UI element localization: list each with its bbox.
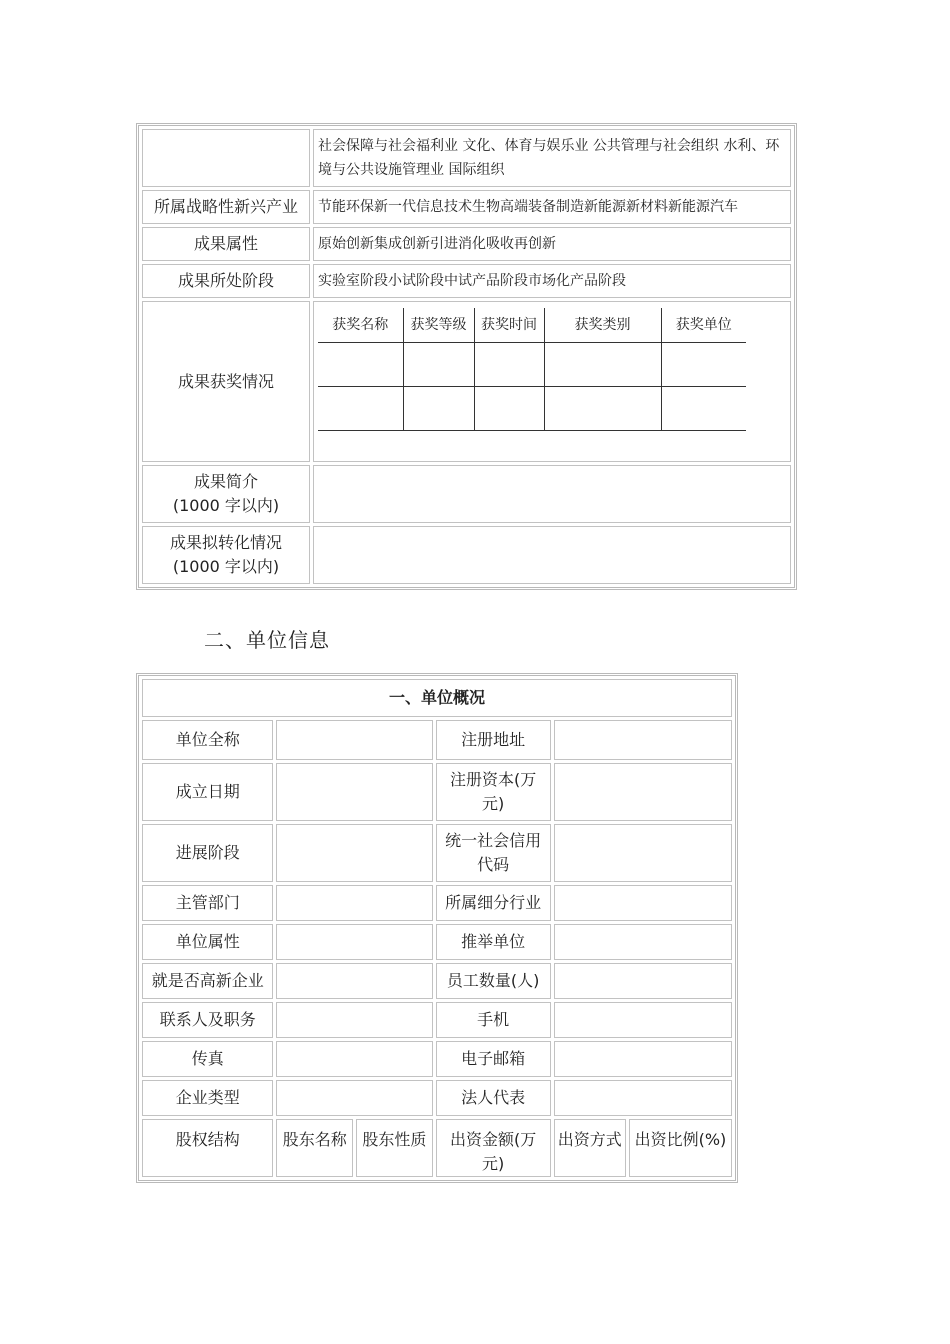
row-label-left: 成立日期 xyxy=(142,763,273,821)
industry-row xyxy=(142,129,791,187)
awards-entry-cell[interactable] xyxy=(474,387,544,431)
awards-entry-cell[interactable] xyxy=(544,343,661,387)
row-label-left: 单位全称 xyxy=(142,720,273,760)
transform-row xyxy=(142,526,791,584)
row-value-right[interactable] xyxy=(554,924,732,960)
row-label-left: 单位属性 xyxy=(142,924,273,960)
attribute-row xyxy=(142,227,791,261)
awards-entry-cell[interactable] xyxy=(661,387,746,431)
equity-header-amount: 出资金额(万元) xyxy=(436,1119,551,1177)
awards-header-name: 获奖名称 xyxy=(318,308,403,343)
row-label-right: 推举单位 xyxy=(436,924,551,960)
row-value-right[interactable] xyxy=(554,763,732,821)
section-title: 二、单位信息 xyxy=(204,628,330,652)
awards-entry-cell[interactable] xyxy=(318,343,403,387)
transform-value[interactable] xyxy=(313,526,791,584)
project-info-table xyxy=(136,123,797,590)
strategic-row xyxy=(142,190,791,224)
row-value-left[interactable] xyxy=(276,824,432,882)
unit-row xyxy=(142,1080,732,1116)
unit-title-row xyxy=(142,679,732,717)
awards-entry-row xyxy=(318,343,746,387)
unit-row xyxy=(142,963,732,999)
equity-header-shareholder-type: 股东性质 xyxy=(356,1119,433,1177)
row-value-right[interactable] xyxy=(554,720,732,760)
row-value-left[interactable] xyxy=(276,924,432,960)
row-label-left: 进展阶段 xyxy=(142,824,273,882)
awards-entry-row xyxy=(318,387,746,431)
row-value-left[interactable] xyxy=(276,885,432,921)
row-label-right: 电子邮箱 xyxy=(436,1041,551,1077)
unit-row xyxy=(142,720,732,760)
row-value-left[interactable] xyxy=(276,720,432,760)
industry-value: 社会保障与社会福利业 文化、体育与娱乐业 公共管理与社会组织 水利、环境与公共设施管理业 国际组织 xyxy=(313,129,791,187)
equity-label: 股权结构 xyxy=(142,1119,273,1177)
awards-header-row xyxy=(318,308,746,343)
stage-row xyxy=(142,264,791,298)
strategic-value: 节能环保新一代信息技术生物高端装备制造新能源新材料新能源汽车 xyxy=(313,190,791,224)
transform-note: (1000 字以内) xyxy=(172,557,280,576)
row-label-left: 主管部门 xyxy=(142,885,273,921)
awards-cell xyxy=(313,301,791,462)
row-label-right: 手机 xyxy=(436,1002,551,1038)
awards-header-time: 获奖时间 xyxy=(474,308,544,343)
intro-note: (1000 字以内) xyxy=(172,496,280,515)
row-value-right[interactable] xyxy=(554,824,732,882)
attribute-value: 原始创新集成创新引进消化吸收再创新 xyxy=(313,227,791,261)
awards-entry-cell[interactable] xyxy=(403,387,474,431)
row-label-right: 所属细分行业 xyxy=(436,885,551,921)
equity-header-shareholder-name: 股东名称 xyxy=(276,1119,353,1177)
row-value-right[interactable] xyxy=(554,1080,732,1116)
awards-entry-cell[interactable] xyxy=(661,343,746,387)
row-label-right: 注册地址 xyxy=(436,720,551,760)
unit-row xyxy=(142,824,732,882)
equity-row xyxy=(142,1119,732,1177)
row-value-right[interactable] xyxy=(554,1041,732,1077)
row-label-left: 企业类型 xyxy=(142,1080,273,1116)
intro-label: 成果简介 xyxy=(193,472,258,491)
awards-entry-cell[interactable] xyxy=(318,387,403,431)
awards-entry-cell[interactable] xyxy=(474,343,544,387)
equity-header-ratio: 出资比例(%) xyxy=(629,1119,732,1177)
unit-row xyxy=(142,1041,732,1077)
intro-value[interactable] xyxy=(313,465,791,523)
row-label-right: 统一社会信用代码 xyxy=(436,824,551,882)
row-label-left: 就是否高新企业 xyxy=(142,963,273,999)
row-label-right: 注册资本(万元) xyxy=(436,763,551,821)
row-value-left[interactable] xyxy=(276,763,432,821)
awards-entry-cell[interactable] xyxy=(544,387,661,431)
row-value-left[interactable] xyxy=(276,963,432,999)
unit-row xyxy=(142,763,732,821)
unit-table-title: 一、单位概况 xyxy=(142,679,732,717)
awards-header-category: 获奖类别 xyxy=(544,308,661,343)
unit-row xyxy=(142,885,732,921)
unit-row xyxy=(142,1002,732,1038)
attribute-label: 成果属性 xyxy=(142,227,310,261)
awards-row xyxy=(142,301,791,462)
row-value-right[interactable] xyxy=(554,963,732,999)
industry-label-cell xyxy=(142,129,310,187)
strategic-label: 所属战略性新兴产业 xyxy=(142,190,310,224)
transform-label-cell xyxy=(142,526,310,584)
unit-row xyxy=(142,924,732,960)
awards-header-level: 获奖等级 xyxy=(403,308,474,343)
equity-header-method: 出资方式 xyxy=(554,1119,626,1177)
row-label-left: 联系人及职务 xyxy=(142,1002,273,1038)
row-value-left[interactable] xyxy=(276,1002,432,1038)
row-value-left[interactable] xyxy=(276,1041,432,1077)
awards-entry-cell[interactable] xyxy=(403,343,474,387)
intro-label-cell xyxy=(142,465,310,523)
row-value-right[interactable] xyxy=(554,885,732,921)
row-label-left: 传真 xyxy=(142,1041,273,1077)
awards-table xyxy=(318,308,746,431)
awards-header-unit: 获奖单位 xyxy=(661,308,746,343)
stage-label: 成果所处阶段 xyxy=(142,264,310,298)
intro-row xyxy=(142,465,791,523)
row-label-right: 员工数量(人) xyxy=(436,963,551,999)
row-label-right: 法人代表 xyxy=(436,1080,551,1116)
awards-label: 成果获奖情况 xyxy=(142,301,310,462)
stage-value: 实验室阶段小试阶段中试产品阶段市场化产品阶段 xyxy=(313,264,791,298)
row-value-left[interactable] xyxy=(276,1080,432,1116)
unit-info-table xyxy=(136,673,738,1183)
transform-label: 成果拟转化情况 xyxy=(169,533,282,552)
row-value-right[interactable] xyxy=(554,1002,732,1038)
